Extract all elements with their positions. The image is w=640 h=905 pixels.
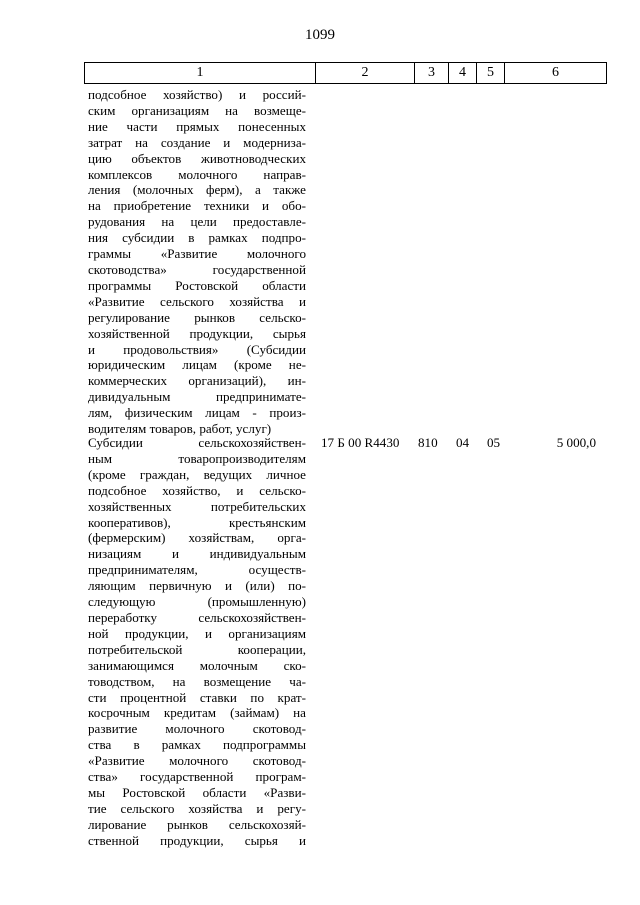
text-line: подсобное хозяйство) и россий-	[88, 87, 306, 102]
text-line: (фермерским) хозяйствам, орга-	[88, 530, 306, 546]
text-line: комплексов молочного направ-	[88, 166, 306, 182]
text-line: «Развитие молочного скотовод-	[88, 753, 306, 769]
text-line: мы Ростовской области «Разви-	[88, 784, 306, 800]
text-line: лям, физическим лицам - произ-	[88, 405, 306, 421]
header-col-6: 6	[504, 63, 606, 83]
text-line: ным товаропроизводителям	[88, 450, 306, 466]
text-line: ние части прямых понесенных	[88, 118, 306, 134]
table-header-row	[84, 62, 607, 84]
header-col-2: 2	[315, 63, 414, 83]
text-line: тие сельского хозяйства и регу-	[88, 800, 306, 816]
row-1-description	[88, 87, 306, 437]
text-line: коммерческих организаций), ин-	[88, 373, 306, 389]
text-line: переработку сельскохозяйствен-	[88, 609, 306, 625]
header-col-1: 1	[196, 65, 204, 80]
text-line: затрат на создание и модерниза-	[88, 134, 306, 150]
text-line: развитие молочного скотовод-	[88, 721, 306, 737]
header-col-5: 5	[476, 63, 504, 83]
text-line: регулирование рынков сельско-	[88, 309, 306, 325]
text-line: водителям товаров, работ, услуг)	[88, 421, 272, 437]
text-line: хозяйственной продукции, сырья	[88, 325, 306, 341]
header-col-3: 3	[414, 63, 448, 83]
text-line: ляющим первичную и (или) по-	[88, 578, 306, 594]
text-line: ния субсидии в рамках подпро-	[88, 230, 306, 246]
text-line: кооперативов), крестьянским	[88, 514, 306, 530]
text-line: дивидуальным предпринимате-	[88, 389, 306, 405]
text-line: следующую (промышленную)	[88, 594, 306, 610]
text-line: ства» государственной програм-	[88, 769, 306, 785]
text-line: сти процентной ставки по крат-	[88, 689, 306, 705]
page-number: 1099	[305, 27, 335, 43]
text-line: (кроме граждан, ведущих личное	[88, 466, 306, 482]
row-2-col5: 05	[487, 435, 501, 450]
text-line: подсобное хозяйство, и сельско-	[88, 482, 306, 498]
text-line: лирование рынков сельскохозяй-	[88, 816, 306, 832]
row-2-code: 17 Б 00 R4430	[321, 435, 400, 450]
text-line: и продовольствия» (Субсидии	[88, 341, 306, 357]
text-line: граммы «Развитие молочного	[88, 246, 306, 262]
text-line: ной продукции, и организациям	[88, 625, 306, 641]
row-2-col3: 810	[418, 435, 438, 450]
row-2-description	[88, 435, 306, 849]
row-2-amount: 5 000,0	[556, 435, 596, 450]
text-line: на приобретение техники и обо-	[88, 198, 306, 214]
text-line: цию объектов животноводческих	[88, 150, 306, 166]
text-line: ства в рамках подпрограммы	[88, 737, 306, 753]
text-line: юридическим лицам (кроме не-	[88, 357, 306, 373]
text-line: низациям и индивидуальным	[88, 546, 306, 562]
text-line: потребительской кооперации,	[88, 641, 306, 657]
header-col-4: 4	[448, 63, 476, 83]
text-line: товодством, на возмещение ча-	[88, 673, 306, 689]
text-line: хозяйственных потребительских	[88, 498, 306, 514]
text-line: «Развитие сельского хозяйства и	[88, 293, 306, 309]
text-line: ления (молочных ферм), а также	[88, 182, 306, 198]
text-line: скотоводства» государственной	[88, 261, 306, 277]
text-line: программы Ростовской области	[88, 277, 306, 293]
row-2-col4: 04	[456, 435, 470, 450]
text-line: занимающимся молочным ско-	[88, 657, 306, 673]
text-line: косрочным кредитам (займам) на	[88, 705, 306, 721]
text-line: Субсидии сельскохозяйствен-	[88, 435, 306, 450]
text-line: ским организациям на возмеще-	[88, 102, 306, 118]
text-line: ственной продукции, сырья и	[88, 832, 306, 848]
text-line: рудования на цели предоставле-	[88, 214, 306, 230]
text-line: предпринимателям, осуществ-	[88, 562, 306, 578]
